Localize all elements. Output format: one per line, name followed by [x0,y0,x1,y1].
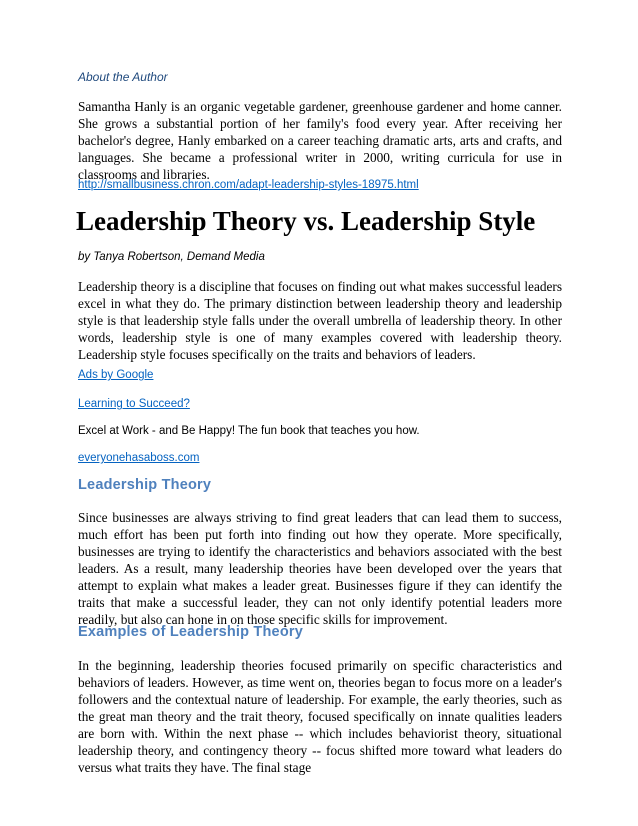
section-heading-examples: Examples of Leadership Theory [78,624,303,640]
source-link[interactable]: http://smallbusiness.chron.com/adapt-leadership-styles-18975.html [78,179,419,191]
ad-text: Excel at Work - and Be Happy! The fun book that teaches you how. [78,425,420,437]
section-heading-leadership-theory: Leadership Theory [78,477,212,493]
article-title: Leadership Theory vs. Leadership Style [76,206,536,236]
ads-by-google-link[interactable]: Ads by Google [78,369,154,381]
about-author-heading: About the Author [78,70,168,84]
author-bio: Samantha Hanly is an organic vegetable gardener, greenhouse gardener and home canner. She grows a substantial portion of her family's food every year. After receiving her bachelor's degree, Hanly embarked on a career teaching dramatic arts, arts and crafts, and languages. She became a professional writer in 2000, writing curricula for use in classrooms and libraries. [78,99,562,182]
section-body-leadership-theory: Since businesses are always striving to find great leaders that can lead them to success, much effort has been put forth into finding out how they operate. More specifically, businesses are trying to identify the characteristics and behaviors associated with the best leaders. As a result, many leadership theories have been developed over the years that attempt to explain what makes a leader great. Businesses figure if they can identify the traits that make a successful leader, they can not only identify potential leaders more readily, but also can hone in on those specific skills for improvement. [78,510,562,627]
article-intro: Leadership theory is a discipline that focuses on finding out what makes successful leaders excel in what they do. The primary distinction between leadership theory and leadership style is that leadership style falls under the overall umbrella of leadership theory. In other words, leadership style is one of many examples covered with leadership theory. Leadership style focuses specifically on the traits and behaviors of leaders. [78,279,562,362]
section-body-examples: In the beginning, leadership theories focused primarily on specific characteristics and behaviors of leaders. However, as time went on, theories began to focus more on a leader's followers and the contextual nature of leadership. For example, the early theories, such as the great man theory and the trait theory, focused specifically on innate qualities leaders are born with. Within the next phase -- which includes behaviorist theory, situational leadership theory, and contingency theory -- focus shifted more toward what leaders do versus what traits they have. The final stage [78,658,562,775]
ad-title-link[interactable]: Learning to Succeed? [78,398,190,410]
article-byline: by Tanya Robertson, Demand Media [78,251,265,263]
ad-url-link[interactable]: everyonehasaboss.com [78,452,200,464]
